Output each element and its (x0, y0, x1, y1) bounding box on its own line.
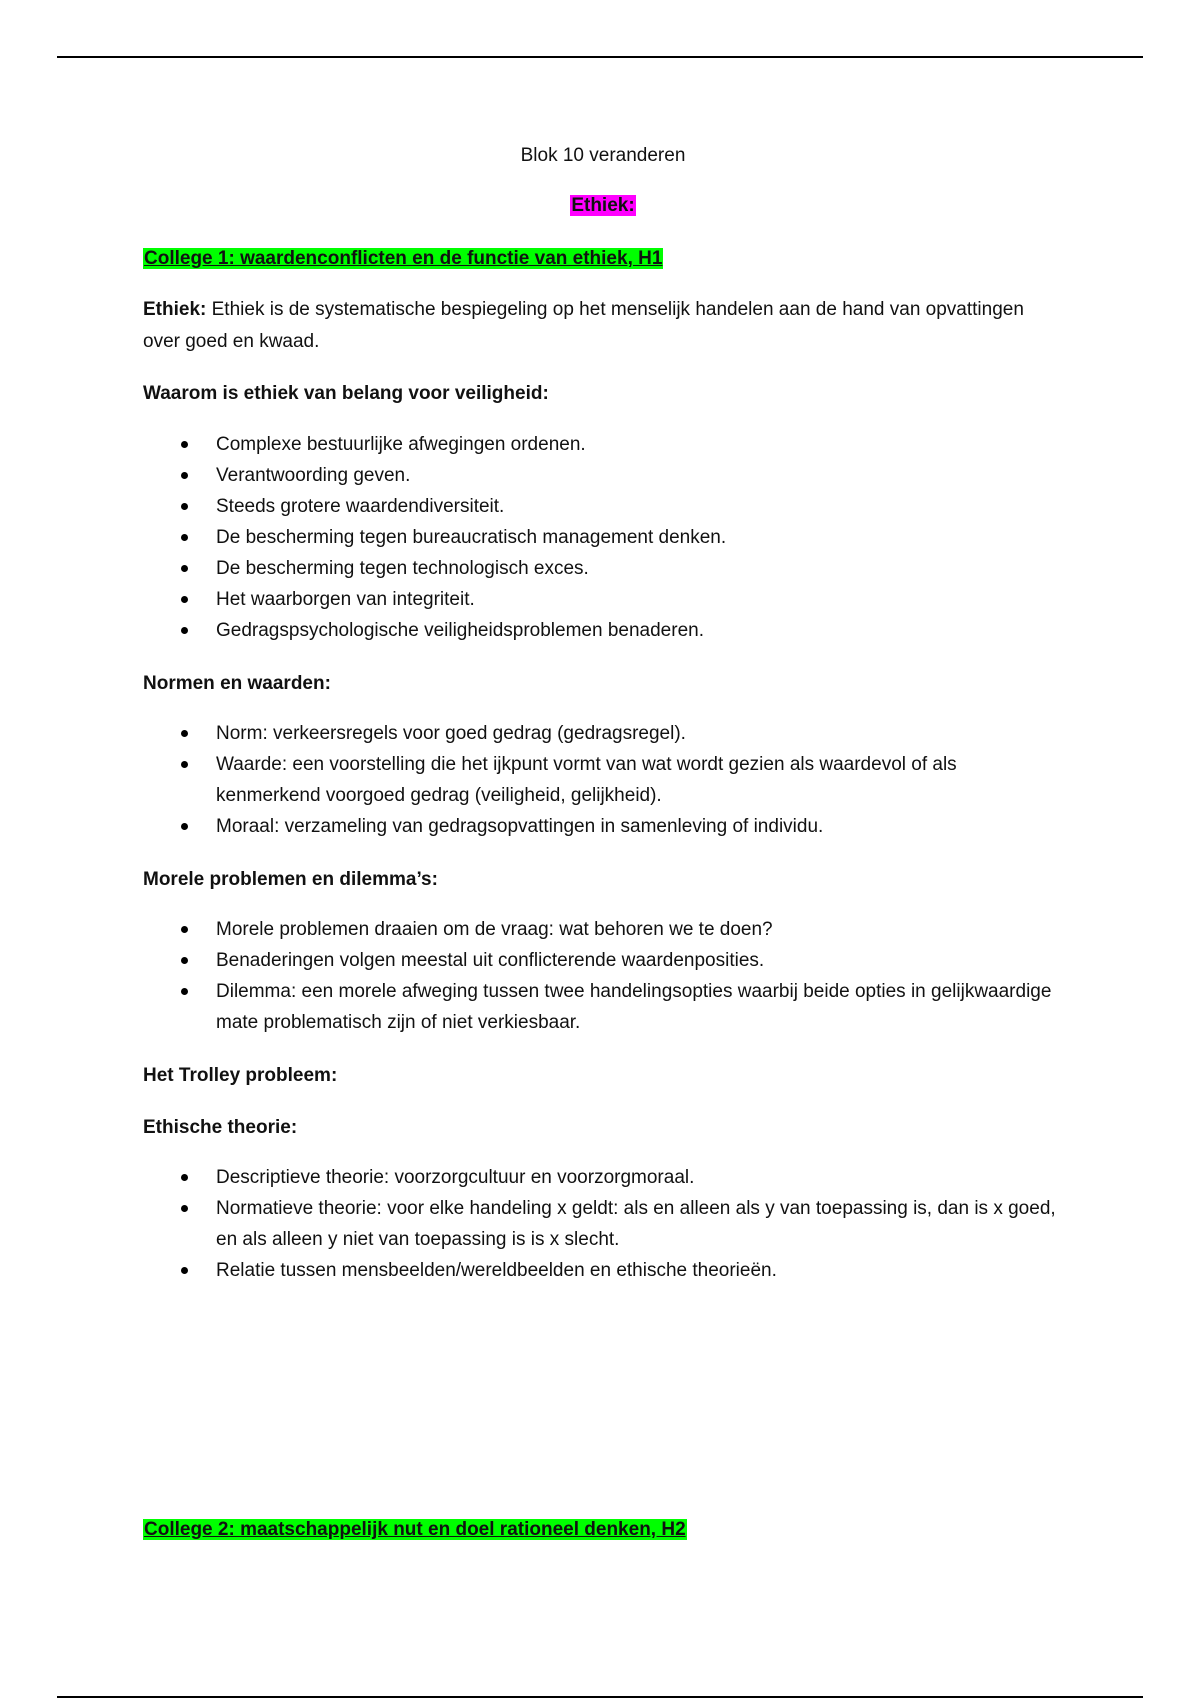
dilemmas-heading: Morele problemen en dilemma’s: (143, 869, 438, 890)
college-1-heading: College 1: waardenconflicten en de functie van ethiek, H1 (144, 248, 663, 269)
dilemmas-list (143, 914, 1063, 1038)
list-item: Norm: verkeersregels voor goed gedrag (gedragsregel). (143, 718, 1063, 749)
ethiek-definition (143, 294, 1043, 358)
list-item: Dilemma: een morele afweging tussen twee handelingsopties waarbij beide opties in gelijkwaardige mate problematisch zijn of niet verkiesbaar. (143, 976, 1063, 1038)
list-item: Benaderingen volgen meestal uit conflicterende waardenposities. (143, 945, 1063, 976)
section-label (143, 193, 1063, 219)
norms-heading: Normen en waarden: (143, 673, 331, 694)
norms-list (143, 718, 1063, 842)
list-item: De bescherming tegen bureaucratisch management denken. (143, 522, 1063, 553)
top-rule (57, 56, 1143, 58)
why-list (143, 429, 1063, 646)
list-item: Moraal: verzameling van gedragsopvattingen in samenleving of individu. (143, 811, 1063, 842)
list-item: Steeds grotere waardendiversiteit. (143, 491, 1063, 522)
list-item: Normatieve theorie: voor elke handeling x geldt: als en alleen als y van toepassing is, dan is x goed, en als alleen y niet van toepassing is is x slecht. (143, 1193, 1063, 1255)
theory-list (143, 1162, 1063, 1286)
definition-text: Ethiek is de systematische bespiegeling op het menselijk handelen aan de hand van opvattingen over goed en kwaad. (143, 299, 1024, 352)
document-title: Blok 10 veranderen (520, 145, 686, 166)
list-item: Complexe bestuurlijke afwegingen ordenen. (143, 429, 1063, 460)
list-item: Waarde: een voorstelling die het ijkpunt vormt van wat wordt gezien als waardevol of als kenmerkend voorgoed gedrag (veiligheid, gelijkheid). (143, 749, 1063, 811)
list-item: Gedragspsychologische veiligheidsproblemen benaderen. (143, 615, 1063, 646)
list-item: Verantwoording geven. (143, 460, 1063, 491)
list-item: De bescherming tegen technologisch exces. (143, 553, 1063, 584)
theory-heading: Ethische theorie: (143, 1117, 298, 1138)
trolley-heading: Het Trolley probleem: (143, 1065, 338, 1086)
list-item: Morele problemen draaien om de vraag: wat behoren we te doen? (143, 914, 1063, 945)
list-item: Descriptieve theorie: voorzorgcultuur en voorzorgmoraal. (143, 1162, 1063, 1193)
college-2-heading: College 2: maatschappelijk nut en doel rationeel denken, H2 (144, 1519, 686, 1540)
list-item: Relatie tussen mensbeelden/wereldbeelden en ethische theorieën. (143, 1255, 1063, 1286)
section-label-text: Ethiek: (571, 195, 635, 216)
bottom-rule (57, 1696, 1143, 1698)
definition-term: Ethiek: (143, 299, 207, 320)
why-heading: Waarom is ethiek van belang voor veiligheid: (143, 383, 549, 404)
list-item: Het waarborgen van integriteit. (143, 584, 1063, 615)
